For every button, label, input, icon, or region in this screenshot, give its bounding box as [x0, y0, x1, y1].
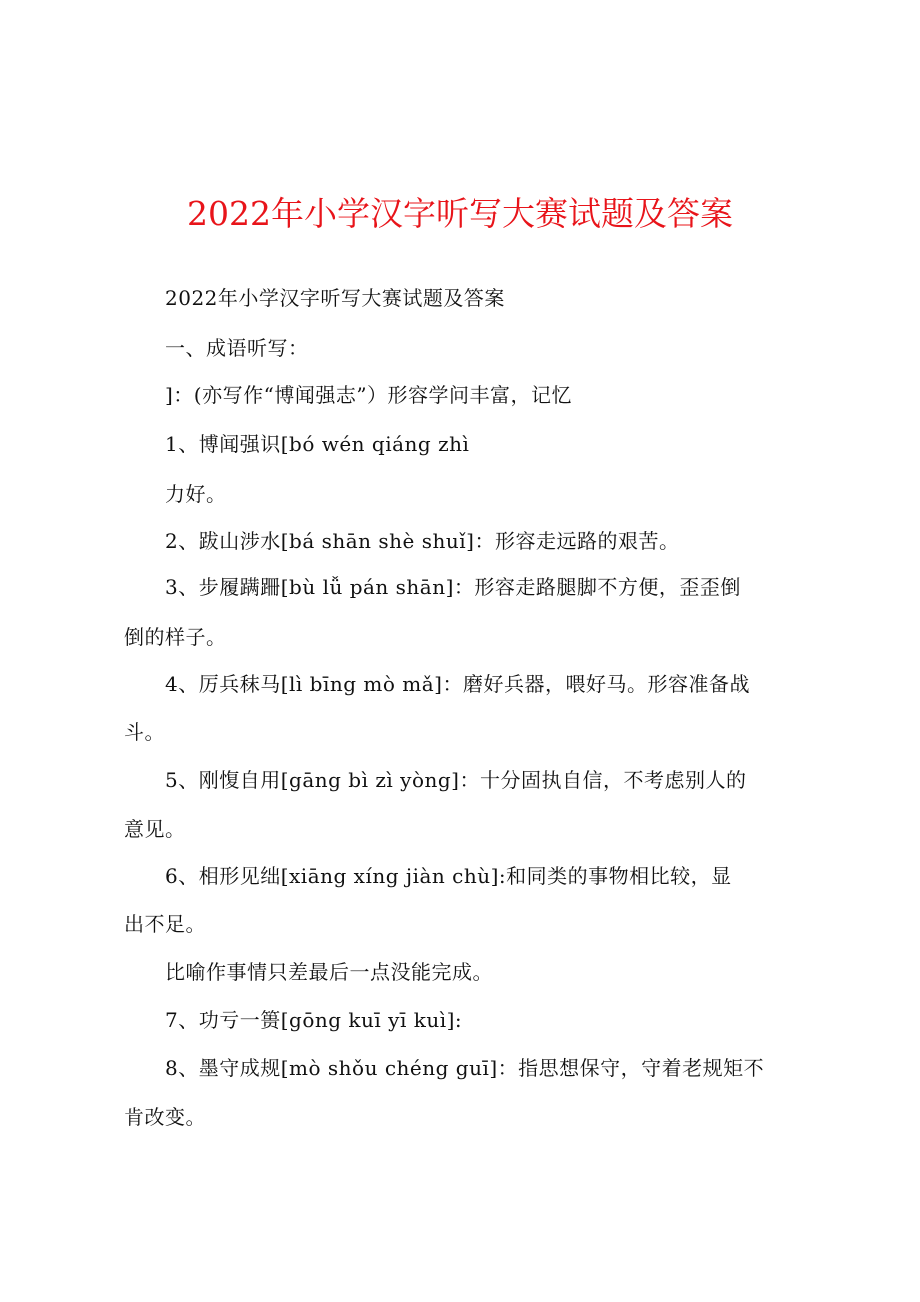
text-line-item-3: 3、步履蹒跚[bù lǚ pán shān]：形容走路腿脚不方便，歪歪倒: [165, 575, 741, 599]
document-title: 2022年小学汉字听写大赛试题及答案: [187, 194, 733, 233]
text-line-item-8: 8、墨守成规[mò shǒu chéng guī]：指思想保守，守着老规矩不: [165, 1056, 765, 1080]
text-line-continuation: 倒的样子。: [124, 625, 227, 649]
text-line-item-4: 4、厉兵秣马[lì bīng mò mǎ]：磨好兵器，喂好马。形容准备战: [165, 672, 750, 696]
text-line-item-1: 1、博闻强识[bó wén qiáng zhì: [165, 432, 470, 456]
text-line-item-7: 7、功亏一篑[gōng kuī yī kuì]:: [165, 1008, 463, 1032]
text-line-continuation: 出不足。: [124, 912, 206, 936]
text-line-continuation: 意见。: [124, 817, 186, 841]
text-line-item-2: 2、跋山涉水[bá shān shè shuǐ]：形容走远路的艰苦。: [165, 529, 680, 553]
text-line-continuation: 斗。: [124, 720, 165, 744]
text-line-item-6: 6、相形见绌[xiāng xíng jiàn chù]:和同类的事物相比较，显: [165, 864, 732, 888]
text-line-subtitle: 2022年小学汉字听写大赛试题及答案: [165, 286, 505, 310]
text-line: 比喻作事情只差最后一点没能完成。: [165, 960, 493, 984]
text-line: ]：(亦写作“博闻强志”）形容学问丰富，记忆: [165, 383, 573, 407]
text-line: 力好。: [165, 482, 227, 506]
text-line-section-heading: 一、成语听写：: [165, 336, 309, 360]
text-line-item-5: 5、刚愎自用[gāng bì zì yòng]：十分固执自信，不考虑别人的: [165, 768, 747, 792]
text-line-continuation: 肯改变。: [124, 1105, 206, 1129]
